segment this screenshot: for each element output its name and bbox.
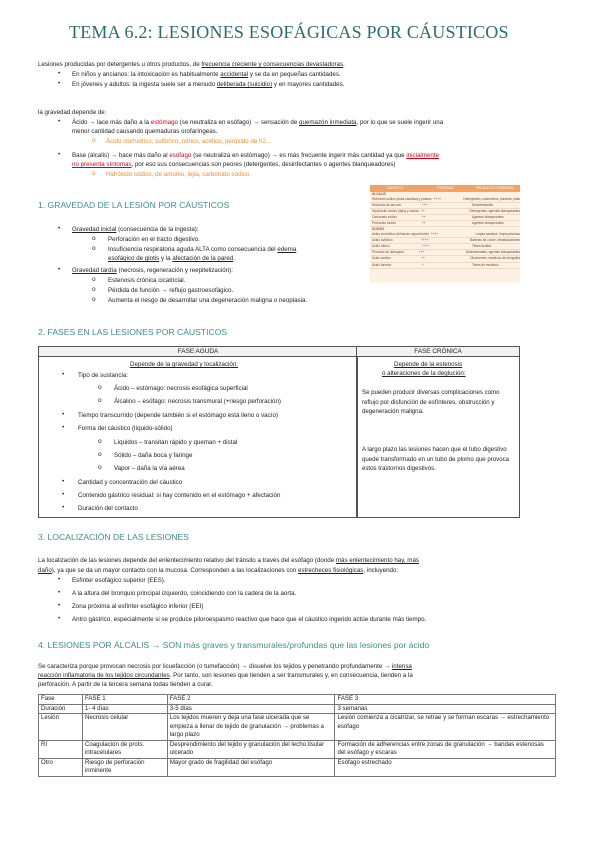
caustic-cell: Hidróxido de amonio — [372, 202, 402, 207]
caustic-cell: +++ — [418, 250, 425, 255]
base-line-2: no presenta síntomas, por eso sus consecuencias son peores (detergentes, desinfectantes o agentes blanqueadores) — [72, 161, 396, 168]
caustic-cell: Ácido nítrico — [372, 244, 390, 249]
section2-heading: 2. FASES EN LAS LESIONES POR CÁUSTICOS — [38, 327, 228, 337]
table-cell: Lesión — [39, 714, 83, 741]
bullet-circle: o — [98, 438, 102, 445]
caustic-table-header — [370, 185, 520, 192]
base-line: Base (álcalis) → hace más daño al esófago (se neutraliza en estómago) → es más frecuente ingerir más cantidad ya que inicialmente — [72, 152, 439, 159]
table-cell: Otro — [39, 758, 83, 776]
bullet-dot: • — [58, 151, 61, 158]
bullet-circle: o — [98, 451, 102, 458]
section3-heading: 3. LOCALIZACIÓN DE LAS LESIONES — [38, 532, 189, 542]
base-examples: Hidróxido sódico, de amonio, lejía, carbonato sódico — [106, 171, 250, 178]
bullet-dot: • — [58, 576, 61, 583]
alcalis-p1: Se caracteriza porque provocan necrosis por licuefacción (o tumefacción) → disuelve los tejidos y penetrando profundamente → intensa — [38, 663, 412, 670]
caustic-cell: Ácido clorhídrico (fulfumán, agua fuerte) — [372, 232, 429, 237]
gravedad-heading: la gravedad depende de: — [38, 109, 107, 116]
duracion: Duración del contacto — [78, 505, 138, 512]
caustic-products-table — [370, 185, 520, 283]
fase-cronica-cell — [356, 356, 520, 518]
caustic-cell: ++ — [422, 221, 426, 226]
caustic-cell: Detergentes, cosméticos, piscinas, pilas — [463, 196, 520, 201]
bullet-circle: o — [92, 245, 96, 252]
caustic-cell: ++ — [421, 208, 425, 213]
inicial-item-1: Perforación en el tracto digestivo. — [108, 236, 200, 243]
acido-examples: Ácido clorhídrico, sulfúrico, nítrico, acético, peróxido de h2… — [106, 138, 273, 145]
loc-antro: Antro gástrico, especialmente si se produce piloroespasmo reactivo que hace que el cáustico ingerido actúe durante más tiempo. — [72, 616, 427, 623]
intro-bullet-adults: En jóvenes y adultos: la ingesta suele ser a menudo deliberada (suicidio) y en mayores cantidades. — [72, 81, 345, 88]
caustic-cell: Tintes textiles — [472, 244, 492, 249]
caustic-cell: Agentes blanqueantes — [472, 221, 504, 226]
caustic-cell: Ácido fórmico — [372, 262, 392, 267]
caustic-cell: + — [422, 262, 424, 267]
bullet-circle: o — [98, 397, 102, 404]
bullet-circle: o — [92, 137, 96, 144]
col-header: FASE AGUDA — [177, 348, 219, 355]
caustic-cell: Limpia azulejos, limpia piscinas — [475, 232, 520, 237]
fases-header-cell: FASE 1 — [82, 695, 167, 705]
caustic-section-label: ÁLCALIS — [372, 192, 386, 196]
forma-liquidos: Líquidos – transitan rápido y queman + distal — [114, 439, 238, 446]
caustic-cell: ++++ — [430, 232, 439, 237]
tardia-item-2: Pérdida de función → reflujo gastroesofágico. — [108, 287, 234, 294]
caustic-cell: Desinfectantes — [472, 202, 494, 207]
intro-line: Lesiones producidas por detergentes u otros productos, de frecuencia creciente y consecuencias devastadoras. — [38, 61, 345, 68]
caustic-cell: Carbonato sódico — [372, 215, 397, 220]
caustic-cell: ++++ — [433, 196, 441, 201]
caustic-cell: Hidróxido sódico (sosa cáustica) y potasio — [372, 196, 432, 201]
table-cell: Coagulación de prots. intracelulares — [82, 740, 167, 758]
caustic-section-label: ÁCIDOS — [372, 227, 385, 232]
bullet-dot: • — [58, 118, 61, 125]
bullet-dot: • — [62, 491, 65, 498]
caustic-header-cell: PRODUCTO COMERCIAL — [475, 186, 515, 190]
forma-vapor: Vapor – daña la vía aérea — [114, 465, 185, 472]
bullet-dot: • — [58, 615, 61, 622]
bullet-dot: • — [58, 589, 61, 596]
bullet-circle: o — [92, 235, 96, 242]
page-title: TEMA 6.2: LESIONES ESOFÁGICAS POR CÁUSTICOS — [69, 22, 509, 42]
localizacion-p2: daño), ya que se da un mayor contacto con la mucosa. Corresponden a las localizaciones con estrecheces fisiológicas, incluyendo: — [38, 567, 399, 574]
tiempo: Tiempo transcurrido (depende también si el estómago está lleno o vacío) — [78, 412, 278, 419]
bullet-circle: o — [98, 384, 102, 391]
caustic-cell: Disolventes, reactivos de fotografía — [470, 256, 521, 261]
bullet-dot: • — [62, 478, 65, 485]
contenido: Contenido gástrico residual: si hay contenido en el estómago + afectación — [78, 492, 281, 499]
loc-eei: Zona próxima al esfínter esofágico inferior (EEI) — [72, 603, 204, 610]
cronica-subtitle-1: Depende de la estenosis — [394, 361, 463, 368]
bullet-dot: • — [62, 424, 65, 431]
caustic-header-cell: TOXICIDAD — [436, 186, 454, 190]
caustic-cell: Ácido acético — [372, 256, 391, 261]
bullet-dot: • — [58, 70, 61, 77]
caustic-cell: ++ — [421, 256, 425, 261]
tipo-sustancia: Tipo de sustancia: — [78, 372, 128, 379]
table-cell: Formación de adherencias entre zonas de granulación → bandas estenosas del esófago y escaras — [335, 740, 556, 758]
fases-table — [38, 694, 556, 777]
gravedad-tardia: Gravedad tardía (necrosis, regeneración y reepitelización): — [72, 267, 233, 274]
fases-header-row — [39, 695, 556, 705]
caustic-cell: Ácido sulfúrico — [372, 238, 393, 243]
table-cell: Duración — [39, 704, 83, 714]
caustic-cell: Peróxido de hidrógeno — [372, 250, 405, 255]
cantidad: Cantidad y concentración del cáustico — [78, 479, 183, 486]
table-row — [39, 714, 556, 741]
forma: Forma del cáustico (líquido-sólido) — [78, 425, 173, 432]
caustic-cell: ++++ — [422, 244, 430, 249]
bullet-dot: • — [62, 371, 65, 378]
table-cell: 1- 4 días — [82, 704, 167, 714]
caustic-cell: Hipoclorito sódico (lejía) y cálcico — [372, 208, 420, 213]
table-cell: Riesgo de perforación inminente — [82, 758, 167, 776]
cronica-paragraph-1: Se pueden producir diversas complicaciones como reflujo por disfunción de esfínteres, obstrucción y degeneración maligna. — [362, 389, 500, 415]
col-header: FASE CRÓNICA — [414, 348, 462, 355]
table-row — [39, 740, 556, 758]
forma-solido: Sólido – daña boca y faringe — [114, 452, 193, 459]
caustic-cell: Desinfectantes, agentes blanqueantes — [465, 250, 521, 255]
bullet-dot: • — [58, 80, 61, 87]
table-cell: Lesión comienza a cicatrizar, se retrae y se forman escaras → estrechamiento esófago — [335, 714, 556, 741]
table-cell: Necrosis celular — [82, 714, 167, 741]
alcalis-p2: reacción inflamatoria de los tejidos circundantes. Por tanto, son lesiones que tienden a ser transmurales y, en consecuencia, tienden a la — [38, 672, 413, 679]
acido-line-2: menor cantidad causando quemaduras orofaríngeas. — [72, 128, 218, 135]
loc-bronquio: A la altura del bronquio principal izquierdo, coincidiendo con la cadera de la aorta. — [72, 590, 297, 597]
tardia-item-1: Estenosis crónica cicatricial. — [108, 277, 186, 284]
aguda-subtitle: Depende de la gravedad y localización: — [130, 361, 239, 368]
table-cell: Mayor grado de fragilidad del esófago — [167, 758, 335, 776]
loc-ees: Esfínter esofágico superior (EES). — [72, 577, 166, 584]
caustic-cell: Baterías de coche, desatascadores — [470, 238, 520, 243]
caustic-cell: Detergentes, agentes blanqueantes — [469, 208, 520, 213]
bullet-dot: • — [62, 411, 65, 418]
caustic-cell: Perborato sódico — [372, 221, 397, 226]
fases-header-cell: FASE 3 — [335, 695, 556, 705]
alcalis-p3: perforación. A partir de la tercera semana todas tienden a curar. — [38, 681, 213, 688]
table-cell: RI — [39, 740, 83, 758]
table-cell: 3-5 días — [167, 704, 335, 714]
acido-line: Ácido → lace más daño a la estómago (se neutraliza en esófago) → sensación de quemazón inmediata, por lo que se suele ingerir una — [72, 119, 444, 126]
table-cell: Los tejidos mueren y deja una fase ulcerada que se empieza a llenar de tejido de granulación → problemas a largo plazo — [167, 714, 335, 741]
inicial-item-2: Insuficiencia respiratoria aguda ALTA como consecuencia del edema — [108, 246, 297, 253]
table-row — [39, 758, 556, 776]
table-row — [39, 704, 556, 714]
bullet-circle: o — [92, 296, 96, 303]
table-cell: Desprendimiento del tejido y granulación del lecho tisular ulcerado — [167, 740, 335, 758]
caustic-row — [370, 263, 520, 269]
bullet-dot: • — [58, 266, 61, 273]
caustic-cell: Agentes blanqueantes — [472, 215, 504, 220]
tipo-alcalino: Álcalino – esófago: necrosis transmural (+riesgo perforación) — [114, 398, 281, 405]
bullet-circle: o — [92, 276, 96, 283]
bullet-circle: o — [92, 286, 96, 293]
table-cell: 3 semanas — [335, 704, 556, 714]
section1-heading: 1. GRAVEDAD DE LA LESIÓN POR CÁUSTICOS — [38, 200, 230, 210]
bullet-dot: • — [62, 504, 65, 511]
fases-header-cell: FASE 2 — [167, 695, 335, 705]
bullet-dot: • — [58, 225, 61, 232]
tardia-item-3: Aumenta el riesgo de desarrollar una degeneración maligna o neoplasia. — [108, 297, 308, 304]
caustic-cell: ++++ — [421, 238, 429, 243]
cronica-subtitle-2: o alteraciones de la deglución: — [382, 370, 466, 377]
caustic-cell: +++ — [422, 202, 428, 207]
fases-header-cell: Fase — [39, 695, 83, 705]
caustic-cell: ++ — [422, 215, 426, 220]
table-cell: Esófago estrechado — [335, 758, 556, 776]
caustic-header-cell: CÁUSTICO — [386, 186, 404, 190]
caustic-cell: Tintes de escritorio — [472, 262, 499, 267]
bullet-circle: o — [92, 170, 96, 177]
bullet-circle: o — [98, 464, 102, 471]
localizacion-p1: La localización de las lesiones depende del enlentecimiento relativo del tránsito a través del esófago (donde más enlentecimiento hay, más — [38, 557, 420, 564]
cronica-paragraph-2: A largo plazo las lesiones hacen que el tubo digestivo quede transformado en un tubo de plomo que provoca estos trastornos digestivos. — [362, 446, 510, 472]
gravedad-inicial: Gravedad inicial (consecuencia de la ingesta): — [72, 226, 199, 233]
bullet-dot: • — [58, 602, 61, 609]
inicial-item-2b: esofágico de glotis y la afectación de la pared. — [108, 255, 235, 262]
intro-bullet-children: En niños y ancianos: la intoxicación es habitualmente accidental y se da en pequeñas cantidades. — [72, 71, 341, 78]
tipo-acido: Ácido – estómago: necrosis esofágica superficial — [114, 385, 248, 392]
section4-heading: 4. LESIONES POR ÁLCALIS → SON más graves y transmurales/profundas que las lesiones por ácido — [38, 640, 430, 650]
